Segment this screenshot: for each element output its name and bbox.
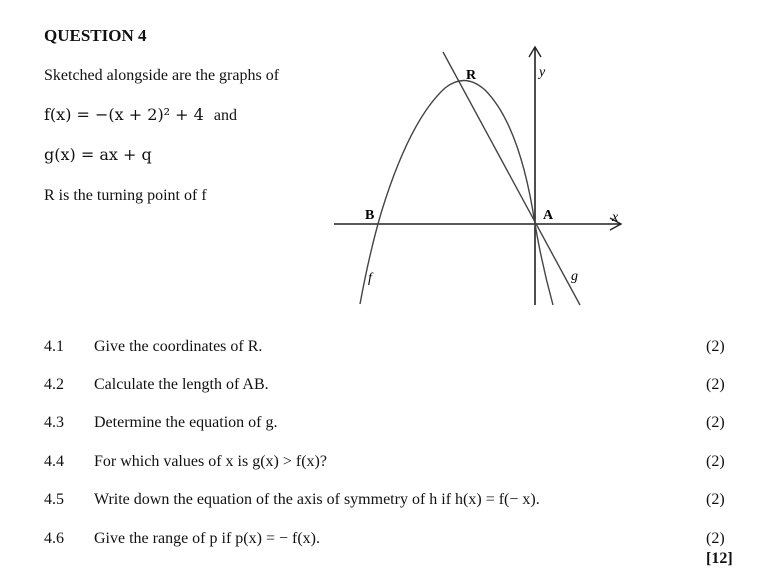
subquestion-text: Give the coordinates of R.	[94, 338, 263, 355]
subquestion-text: For which values of x is g(x) > f(x)?	[94, 453, 327, 470]
parabola-f	[360, 80, 553, 305]
subquestion-marks: (2)	[706, 530, 725, 547]
subquestion-marks: (2)	[706, 338, 725, 355]
label-x-axis: x	[612, 210, 619, 225]
subquestion-text: Determine the equation of g.	[94, 414, 278, 431]
question-title: QUESTION 4	[44, 26, 147, 45]
subquestion-marks: (2)	[706, 376, 725, 393]
line-g	[443, 52, 580, 305]
turning-point-note: R is the turning point of f	[44, 187, 207, 204]
subquestion-number: 4.2	[44, 376, 64, 393]
g-definition: g(x) = ax + q	[44, 145, 152, 164]
subquestion-number: 4.5	[44, 491, 64, 508]
subquestion-text: Give the range of p if p(x) = − f(x).	[94, 530, 320, 547]
and-word: and	[213, 107, 237, 124]
subquestion-number: 4.1	[44, 338, 64, 355]
label-g: g	[571, 269, 578, 284]
subquestion-marks: (2)	[706, 414, 725, 431]
subquestion-text: Write down the equation of the axis of symmetry of h if h(x) = f(− x).	[94, 491, 540, 508]
subquestion-marks: (2)	[706, 491, 725, 508]
label-R: R	[466, 68, 477, 83]
label-f: f	[368, 271, 372, 286]
label-A: A	[543, 208, 554, 223]
total-marks: [12]	[706, 550, 733, 567]
subquestion-number: 4.3	[44, 414, 64, 431]
subquestion-marks: (2)	[706, 453, 725, 470]
label-B: B	[365, 208, 375, 223]
label-y-axis: y	[539, 65, 546, 80]
subquestion-number: 4.6	[44, 530, 64, 547]
f-equation: f(x) = −(x + 2)² + 4	[44, 105, 204, 124]
subquestion-number: 4.4	[44, 453, 64, 470]
subquestion-text: Calculate the length of AB.	[94, 376, 269, 393]
question-intro: Sketched alongside are the graphs of	[44, 67, 280, 84]
